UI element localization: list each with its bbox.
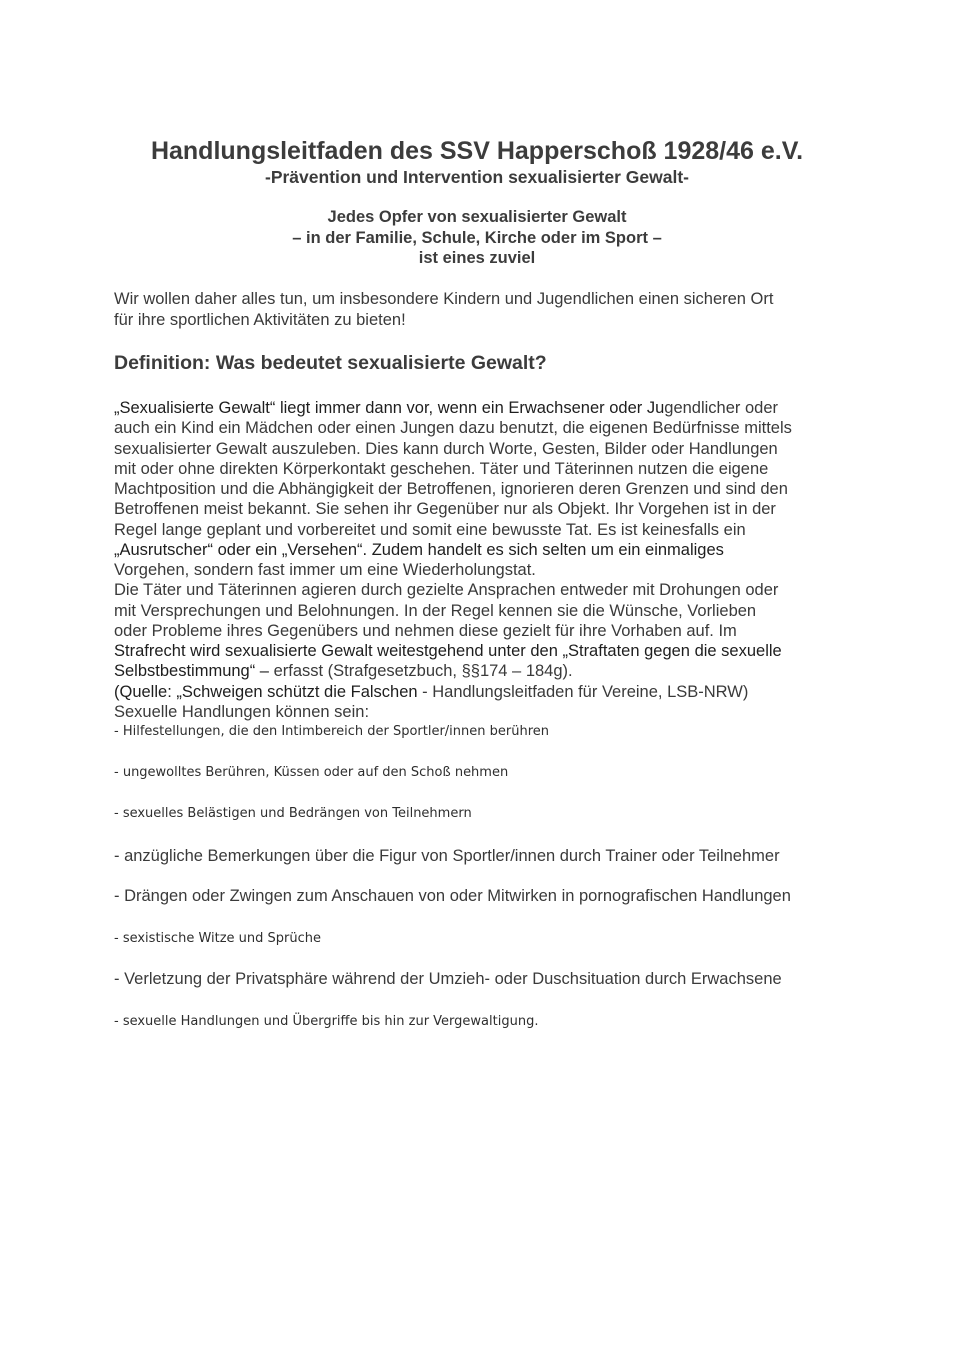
list-item: - Drängen oder Zwingen zum Anschauen von oder Mitwirken in pornografischen Handlungen <box>114 887 791 905</box>
motto-line: ist eines zuviel <box>418 249 536 267</box>
body-line: Strafrecht wird sexualisierte Gewalt weitestgehend unter den „Straftaten gegen die sexuelle <box>114 642 782 660</box>
body-text: gendlicher oder <box>664 399 779 417</box>
motto-block <box>0 207 954 269</box>
motto-line: – in der Familie, Schule, Kirche oder im Sport – <box>292 228 662 247</box>
source-line <box>114 682 854 702</box>
body-line: mit oder ohne direkten Körperkontakt geschehen. Täter und Täterinnen nutzen die eigene <box>114 459 769 478</box>
list-item: - sexistische Witze und Sprüche <box>114 931 322 946</box>
body-line: Regel lange geplant und vorbereitet und somit eine bewusste Tat. Es ist keinesfalls ein <box>114 520 746 539</box>
source-text: - Handlungsleitfaden für Vereine, LSB-NRW) <box>417 682 749 701</box>
body-line: Vorgehen, sondern fast immer um eine Wiederholungstat. <box>114 561 536 579</box>
body-line <box>114 398 854 418</box>
body-line: Betroffenen meist bekannt. Sie sehen ihr Gegenüber nur als Objekt. Ihr Vorgehen ist in der <box>114 500 776 519</box>
document-title: Handlungsleitfaden des SSV Happerschoß 1928/46 e.V. <box>150 137 804 165</box>
definition-heading: Definition: Was bedeutet sexualisierte Gewalt? <box>114 352 547 374</box>
body-line: oder Probleme ihres Gegenübers und nehmen diese gezielt für ihre Vorhaben auf. Im <box>114 621 737 640</box>
body-line <box>114 661 854 681</box>
quoted-term: „Sexualisierte Gewalt“ liegt immer dann vor, wenn ein Erwachsener oder Ju <box>114 399 665 417</box>
body-line: auch ein Kind ein Mädchen oder einen Jungen dazu benutzt, die eigenen Bedürfnisse mittels <box>114 419 792 438</box>
intro-line: Wir wollen daher alles tun, um insbesondere Kindern und Jugendlichen einen sicheren Ort <box>114 290 774 308</box>
body-line: Machtposition und die Abhängigkeit der Betroffenen, ignorieren deren Grenzen und sind den <box>114 480 788 498</box>
law-term: Selbstbestimmung“ – <box>114 662 269 681</box>
source-title: (Quelle: „Schweigen schützt die Falschen <box>114 682 418 701</box>
body-line: Die Täter und Täterinnen agieren durch gezielte Ansprachen entweder mit Drohungen oder <box>114 581 779 600</box>
body-line: mit Versprechungen und Belohnungen. In der Regel kennen sie die Wünsche, Vorlieben <box>114 601 757 620</box>
list-item: - sexuelle Handlungen und Übergriffe bis hin zur Vergewaltigung. <box>114 1014 539 1029</box>
list-item: - Verletzung der Privatsphäre während der Umzieh- oder Duschsituation durch Erwachsene <box>114 970 782 988</box>
list-item: - Hilfestellungen, die den Intimbereich der Sportler/innen berühren <box>114 724 550 739</box>
body-line: Sexuelle Handlungen können sein: <box>114 702 370 721</box>
body-line: „Ausrutscher“ oder ein „Versehen“. Zudem handelt es sich selten um ein einmaliges <box>114 540 724 559</box>
definition-paragraph <box>114 398 854 722</box>
motto-line: Jedes Opfer von sexualisierter Gewalt <box>327 208 627 226</box>
list-item: - anzügliche Bemerkungen über die Figur von Sportler/innen durch Trainer oder Teilnehmer <box>114 847 780 865</box>
intro-paragraph <box>114 289 854 330</box>
body-line: sexualisierter Gewalt auszuleben. Dies kann durch Worte, Gesten, Bilder oder Handlungen <box>114 439 778 458</box>
list-item: - ungewolltes Berühren, Küssen oder auf den Schoß nehmen <box>114 765 509 780</box>
body-text: erfasst (Strafgesetzbuch, §§174 – 184g). <box>269 662 573 681</box>
list-item: - sexuelles Belästigen und Bedrängen von Teilnehmern <box>114 806 472 821</box>
document-subtitle: -Prävention und Intervention sexualisierter Gewalt- <box>265 167 689 187</box>
intro-line: für ihre sportlichen Aktivitäten zu bieten! <box>114 310 406 329</box>
